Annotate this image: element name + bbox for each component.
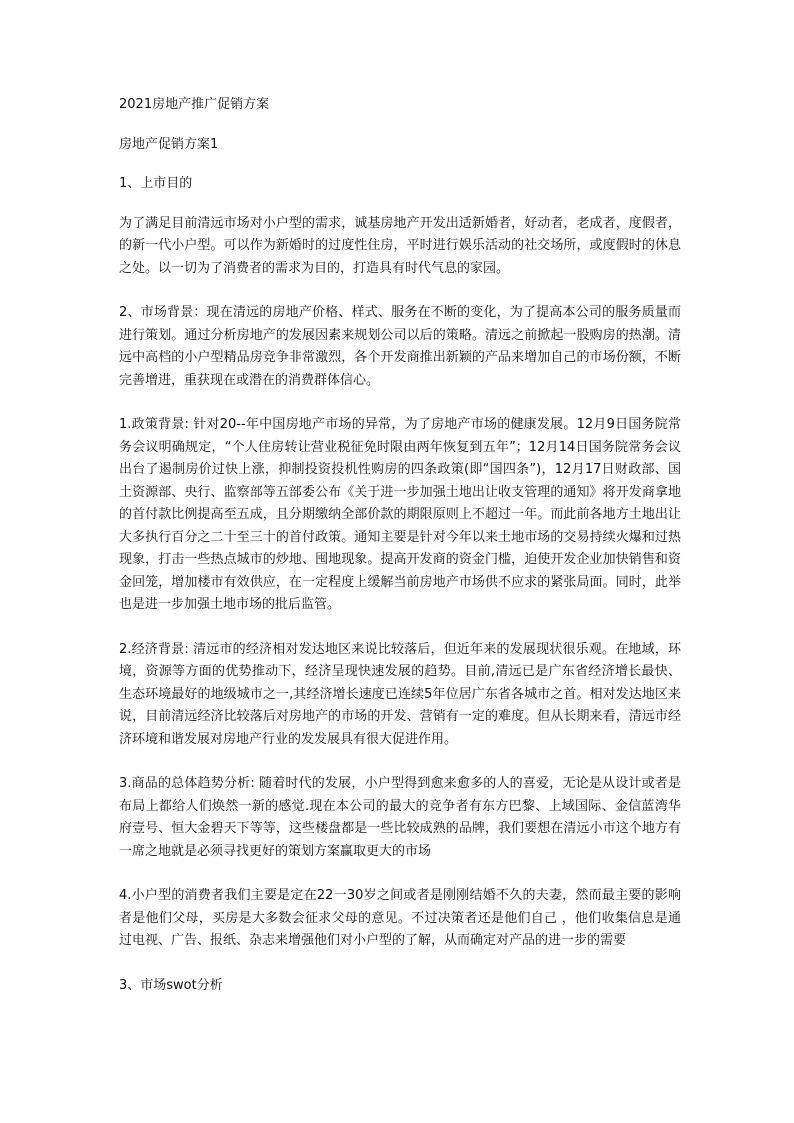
- paragraph-economic-background: 2.经济背景: 清远市的经济相对发达地区来说比较落后，但近年来的发展现状很乐观。在地域，环境，资源等方面的优势推动下，经济呈现快速发展的趋势。目前,清远已是广东省经济增长最快、生态环境最好的地级城市之一,其经济增长速度已连续5年位居广东省各城市之首。相对发达地区来说，目前清远经济比较落后对房地产的市场的开发、营销有一定的难度。但从长期来看，清远市经济环境和谐发展对房地产行业的发发展具有很大促进作用。: [119, 641, 681, 747]
- paragraph-launch-purpose: 为了满足目前清远市场对小户型的需求，诚基房地产开发出适新婚者，好动者，老成者，度假者，的新一代小户型。可以作为新婚时的过度性住房，平时进行娱乐活动的社交场所，或度假时的休息之处。以一切为了消费者的需求为目的，打造具有时代气息的家园。: [119, 215, 681, 276]
- paragraph-policy-background: 1.政策背景: 针对20--年中国房地产市场的异常，为了房地产市场的健康发展。12月9日国务院常务会议明确规定，“个人住房转让营业税征免时限由两年恢复到五年”；12月14日国务院常务会议出台了遏制房价过快上涨，抑制投资投机性购房的四条政策(即“国四条”)，12月17日财政部、国土资源部、央行、监察部等五部委公布《关于进一步加强土地出让收支管理的通知》将开发商拿地的首付款比例提高至五成，且分期缴纳全部价款的期限原则上不超过一年。而此前各地方土地出让大多执行百分之二十至三十的首付政策。通知主要是针对今年以来土地市场的交易持续火爆和过热现象，打击一些热点城市的炒地、囤地现象。提高开发商的资金门槛，迫使开发企业加快销售和资金回笼，增加楼市有效供应，在一定程度上缓解当前房地产市场供不应求的紧张局面。同时，此举也是进一步加强土地市场的批后监管。: [119, 417, 681, 612]
- paragraph-consumer-analysis: 4.小户型的消费者我们主要是定在22一30岁之间或者是刚刚结婚不久的夫妻，然而最主要的影响者是他们父母，买房是大多数会征求父母的意见。不过决策者还是他们自己 ，他们收集信息是通过电视、广告、报纸、杂志来增强他们对小户型的了解，从而确定对产品的进一步的需要: [119, 888, 681, 948]
- document-title: 2021房地产推广促销方案: [119, 97, 270, 112]
- paragraph-market-background: 2、市场背景：现在清远的房地产价格、样式、服务在不断的变化，为了提高本公司的服务质量而进行策划。通过分析房地产的发展因素来规划公司以后的策略。清远之前掀起一股购房的热潮。清远中高档的小户型精品房竞争非常激烈，各个开发商推出新颖的产品来增加自己的市场份额，不断完善增进，重获现在或潜在的消费群体信心。: [119, 305, 681, 388]
- paragraph-product-trend: 3.商品的总体趋势分析: 随着时代的发展，小户型得到愈来愈多的人的喜爱，无论是从设计或者是布局上都给人们焕然一新的感觉.现在本公司的最大的竞争者有东方巴黎、上域国际、金信蓝湾华府壹号、恒大金碧天下等等，这些楼盘都是一些比较成熟的品牌，我们要想在清远小市这个地方有一席之地就是必须寻找更好的策划方案赢取更大的市场: [119, 776, 681, 859]
- document-subtitle: 房地产促销方案1: [119, 136, 219, 152]
- section-heading-launch-purpose: 1、上市目的: [119, 176, 193, 191]
- document-body: [119, 94, 681, 1014]
- section-heading-swot: 3、市场swot分析: [119, 977, 223, 993]
